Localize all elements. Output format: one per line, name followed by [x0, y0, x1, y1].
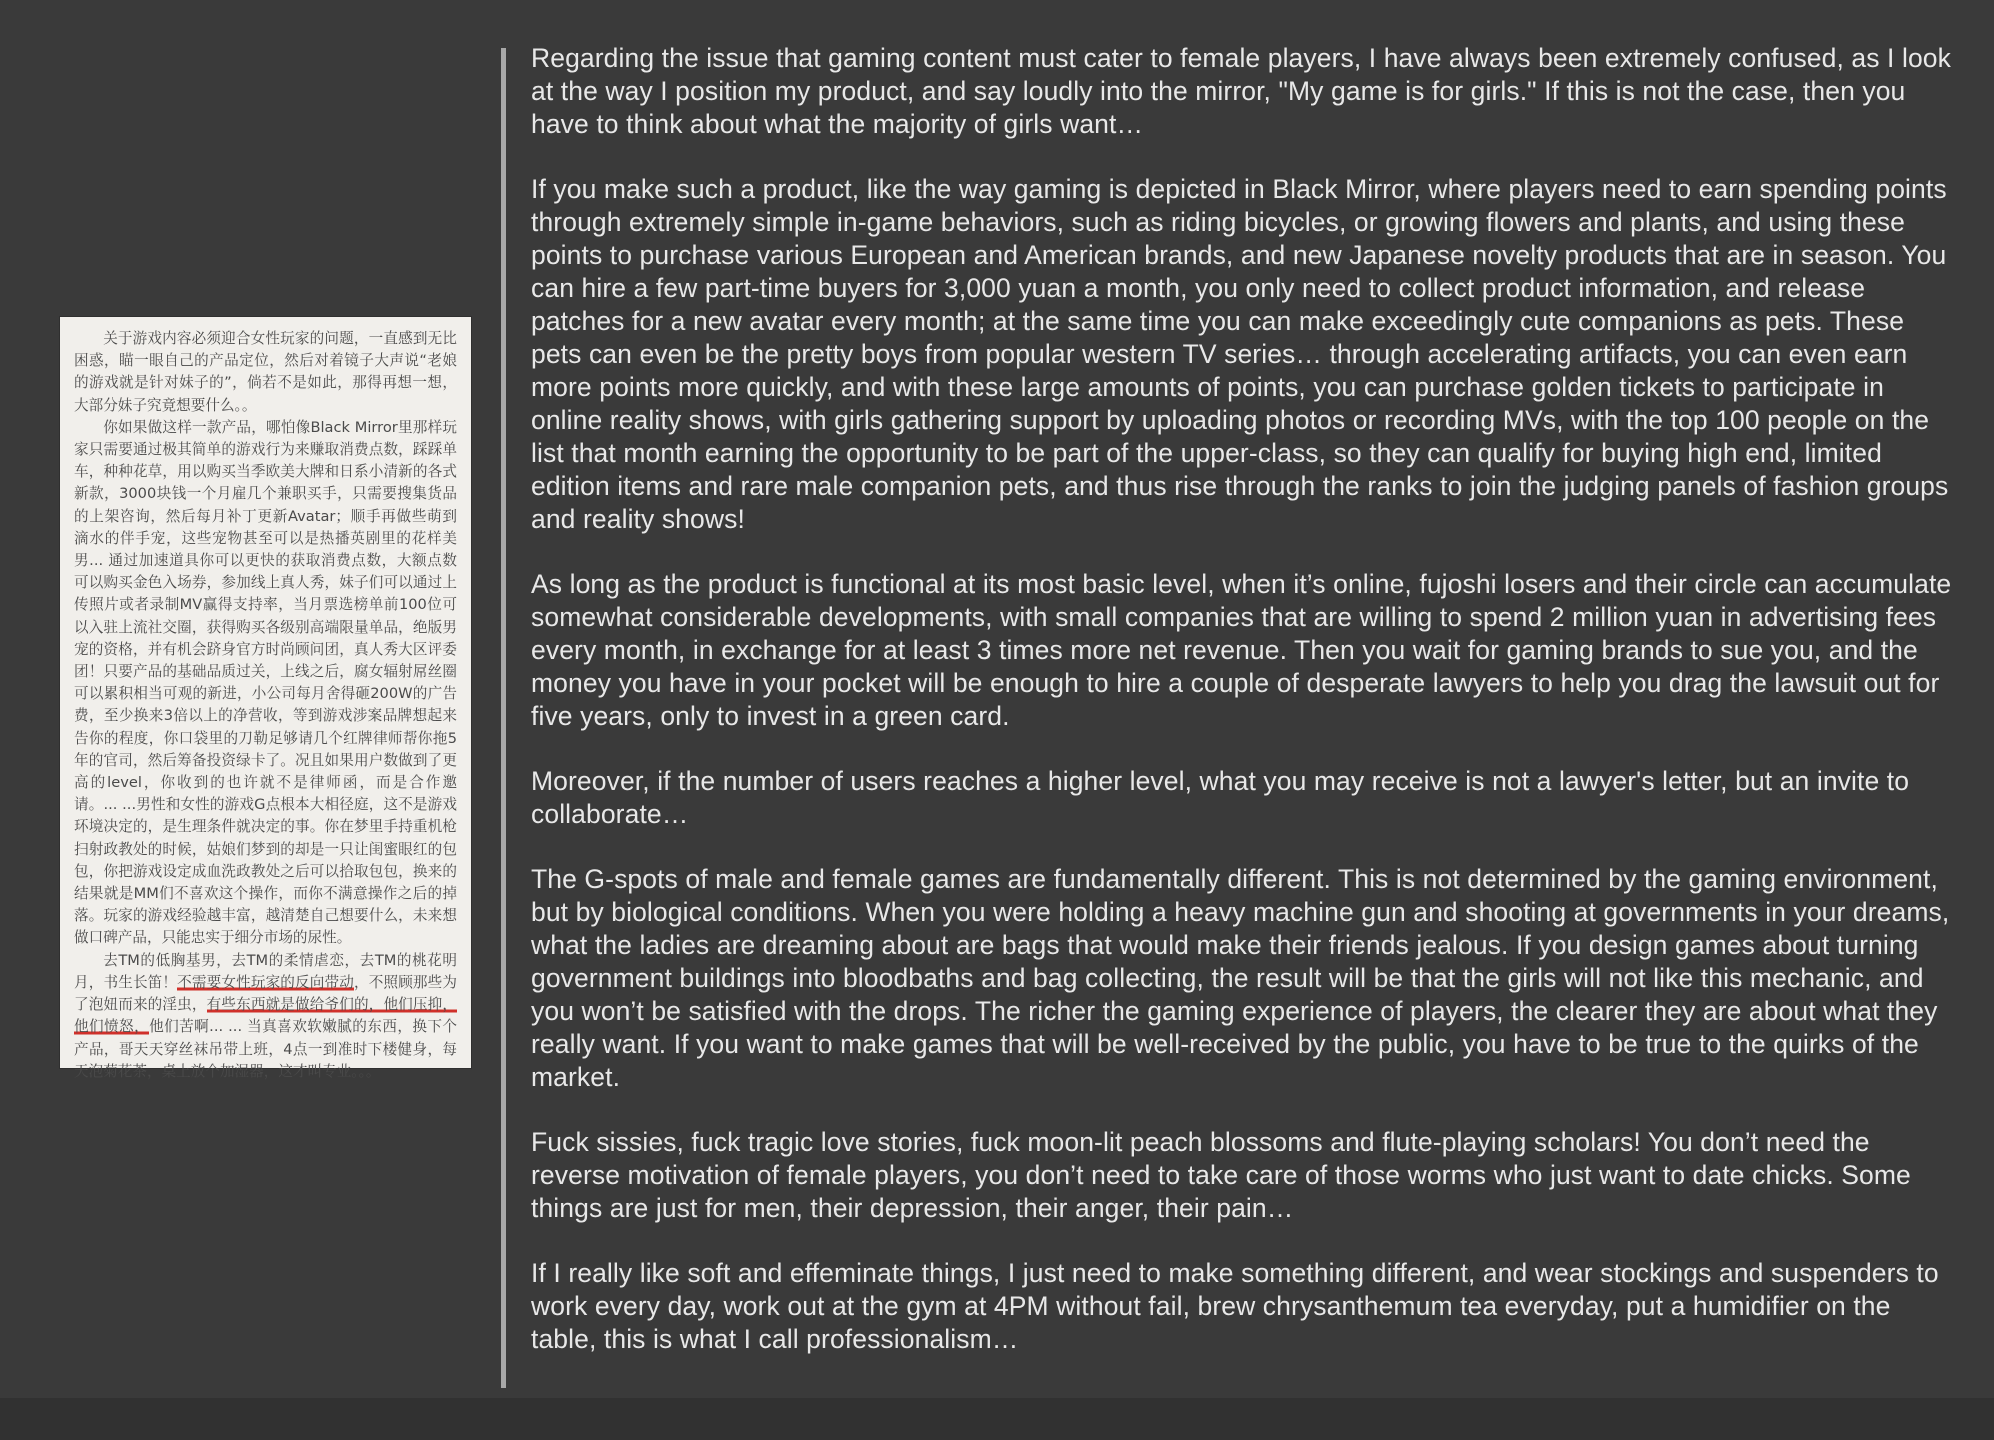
translation-paragraph: [531, 1126, 1953, 1225]
vertical-divider: [501, 48, 506, 1388]
text-segment: If I really like soft and effeminate things, I just need to make something different, and wear stockings and suspenders to work every day, work out at the gym at 4PM without fail, brew chrysanthemum tea everyday, put a humidifier on the table, this is what I call professionalism…: [531, 1258, 1939, 1354]
english-translation-text: [531, 42, 1953, 1356]
translation-paragraph: [531, 42, 1953, 141]
chinese-scan-text: [74, 328, 457, 1083]
text-segment: Fuck sissies, fuck tragic love stories, fuck moon-lit peach blossoms and flute-playing scholars! You don’t need the reverse motivation of female players, you don’t need to take care of those worms who just want to date chicks. Some things are just for men, their depression, their anger, their pain…: [531, 1127, 1911, 1223]
translation-paragraph: [531, 173, 1953, 536]
translation-paragraph: [531, 765, 1953, 831]
translation-paragraph: [531, 863, 1953, 1094]
chinese-scan-image: [60, 317, 471, 1080]
chinese-paragraph: [74, 328, 457, 417]
bottom-band: [0, 1398, 1994, 1440]
text-segment: 去TM的低胸基男，去TM的柔情虐恋，去TM的桃花明月，书生长笛！: [74, 951, 457, 991]
red-marker-underline: 不需要女性玩家的反向带动: [177, 973, 354, 991]
text-segment: Regarding the issue that gaming content must cater to female players, I have always been extremely confused, as I look at the way I position my product, and say loudly into the mirror, "My game is for girls." If this is not the case, then you have to think about what the majority of girls want…: [531, 43, 1951, 139]
chinese-paragraph: [74, 950, 457, 1083]
translation-paragraph: [531, 1257, 1953, 1356]
text-segment: The G-spots of male and female games are fundamentally different. This is not determined by the gaming environment, but by biological conditions. When you were holding a heavy machine gun and shooting at governments in your dreams, what the ladies are dreaming about are bags that would make their friends jealous. If you design games about turning government buildings into bloodbaths and bag collecting, the result will be that the girls will not like this mechanic, and you won’t be satisfied with the drops. The richer the gaming experience of players, the clearer they are about what they really want. If you want to make games that will be well-received by the public, you have to be true to the quirks of the market.: [531, 864, 1950, 1092]
red-marker-underline: 有些东西就是做给爷们的，他们压抑，他们愤怒，: [74, 996, 457, 1036]
translation-paragraph: [531, 568, 1953, 733]
text-segment: Moreover, if the number of users reaches a higher level, what you may receive is not a lawyer's letter, but an invite to collaborate…: [531, 766, 1910, 829]
text-segment: 你如果做这样一款产品，哪怕像Black Mirror里那样玩家只需要通过极其简单的游戏行为来赚取消费点数，踩踩单车，种种花草，用以购买当季欧美大牌和日系小清新的各式新款，3000块钱一个月雇几个兼职买手，只需要搜集货品的上架咨询，然后每月补丁更新Avatar；顺手再做些萌到滴水的伴手宠，这些宠物甚至可以是热播英剧里的花样美男... 通过加速道具你可以更快的获取消费点数，大额点数可以购买金色入场券，参加线上真人秀，妹子们可以通过上传照片或者录制MV赢得支持率，当月票选榜单前100位可以入驻上流社交圈，获得购买各级别高端限量单品，绝版男宠的资格，并有机会跻身官方时尚顾问团，真人秀大区评委团！只要产品的基础品质过关，上线之后，腐女辐射屌丝圈可以累积相当可观的新进，小公司每月舍得砸200W的广告费，至少换来3倍以上的净营收，等到游戏涉案品牌想起来告你的程度，你口袋里的刀勒足够请几个红牌律师帮你拖5年的官司，然后筹备投资绿卡了。况且如果用户数做到了更高的level，你收到的也许就不是律师函，而是合作邀请。... ...男性和女性的游戏G点根本大相径庭，这不是游戏环境决定的，是生理条件就决定的事。你在梦里手持重机枪扫射政教处的时候，姑娘们梦到的却是一只让闺蜜眼红的包包，你把游戏设定成血洗政教处之后可以拾取包包，换来的结果就是MM们不喜欢这个操作，而你不满意操作之后的掉落。玩家的游戏经验越丰富，越清楚自己想要什么，未来想做口碑产品，只能忠实于细分市场的尿性。: [74, 418, 457, 947]
text-segment: If you make such a product, like the way gaming is depicted in Black Mirror, where players need to earn spending points through extremely simple in-game behaviors, such as riding bicycles, or growing flowers and plants, and using these points to purchase various European and American brands, and new Japanese novelty products that are in season. You can hire a few part-time buyers for 3,000 yuan a month, you only need to collect product information, and release patches for a new avatar every month; at the same time you can make exceedingly cute companions as pets. These pets can even be the pretty boys from popular western TV series… through accelerating artifacts, you can even earn more points more quickly, and with these large amounts of points, you can purchase golden tickets to participate in online reality shows, with girls gathering support by uploading photos or recording MVs, with the top 100 people on the list that month earning the opportunity to be part of the upper-class, so they can qualify for buying high end, limited edition items and rare male companion pets, and thus rise through the ranks to join the judging panels of fashion groups and reality shows!: [531, 174, 1949, 534]
text-segment: 他们苦啊... ... 当真喜欢软嫩腻的东西，换下个产品，哥天天穿丝袜吊带上班，4点一到准时下楼健身，每天泡菊花茶，桌上放个加湿器，这才叫专业。。。: [74, 1018, 457, 1080]
text-segment: 关于游戏内容必须迎合女性玩家的问题，一直感到无比困惑，瞄一眼自己的产品定位，然后对着镜子大声说“老娘的游戏就是针对妹子的”，倘若不是如此，那得再想一想，大部分妹子究竟想要什么。。: [74, 330, 457, 414]
chinese-paragraph: [74, 417, 457, 950]
english-translation: [531, 42, 1953, 1388]
text-segment: As long as the product is functional at its most basic level, when it’s online, fujoshi losers and their circle can accumulate somewhat considerable developments, with small companies that are willing to spend 2 million yuan in advertising fees every month, in exchange for at least 3 times more net revenue. Then you wait for gaming brands to sue you, and the money you have in your pocket will be enough to hire a couple of desperate lawyers to help you drag the lawsuit out for five years, only to invest in a green card.: [531, 569, 1952, 731]
text-segment: ，不照顾那些为了泡妞而来的淫虫，: [74, 973, 457, 1014]
